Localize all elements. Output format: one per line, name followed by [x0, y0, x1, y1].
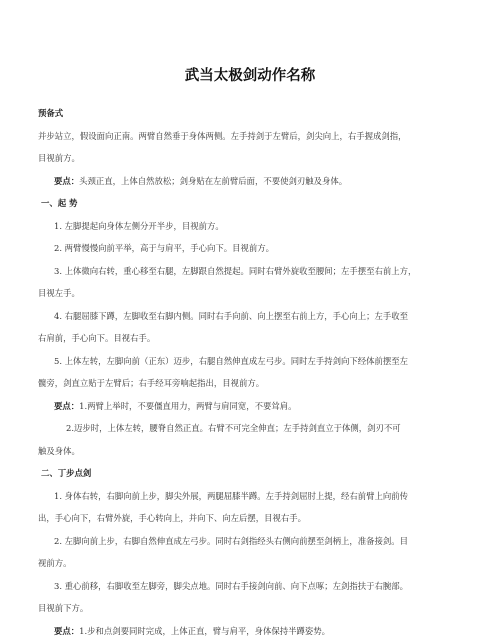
step-line: 5. 上体左转，左脚向前（正东）迈步，右腿自然伸直成左弓步。同时左手持剑向下经体前摆至左 — [38, 350, 462, 373]
step-line-continued: 视前方。 — [38, 552, 462, 575]
key-label: 要点： — [54, 401, 79, 411]
step-line: 2. 两臂慢慢向前平举，高于与肩平，手心向下。目视前方。 — [38, 237, 462, 260]
step-line: 3. 重心前移，右脚收至左脚旁，脚尖点地。同时右手接剑向前、向下点啄；左剑指扶于右腕部。 — [38, 575, 462, 598]
step-line-continued: 目视前下方。 — [38, 597, 462, 620]
key-text: 1.两臂上举时，不要僵直用力，两臂与肩同宽，不要耸肩。 — [79, 401, 296, 411]
step-line-continued: 出，手心向下，右臂外旋，手心转向上，并向下、向左后摆，目视右手。 — [38, 507, 462, 530]
page-title: 武当太极剑动作名称 — [0, 64, 500, 85]
key-label: 要点： — [54, 626, 79, 636]
prep-text-line-2: 目视前方。 — [38, 147, 462, 170]
qishi-key-point-2: 2.迈步时，上体左转，腰脊自然正直。右臂不可完全伸直；左手持剑直立于体侧，剑刃不可 — [38, 417, 462, 440]
prep-key-point — [38, 170, 462, 193]
section-heading-qishi: 一、起 势 — [38, 192, 462, 215]
qishi-key-point-2-continued: 触及身体。 — [38, 440, 462, 463]
prep-heading: 预备式 — [38, 102, 462, 125]
step-line: 1. 左脚提起向身体左侧分开半步，目视前方。 — [38, 215, 462, 238]
qishi-key-point-1 — [38, 395, 462, 418]
step-line-continued: 右肩前，手心向下。目视右手。 — [38, 327, 462, 350]
step-line-continued: 髋旁，剑直立贴于左臂后；右手经耳旁响起指出，目视前方。 — [38, 372, 462, 395]
key-text: 头颈正直，上体自然放松；剑身贴在左前臂后面，不要使剑刃触及身体。 — [79, 176, 347, 186]
key-label: 要点： — [54, 176, 79, 186]
step-line-continued: 目视左手。 — [38, 282, 462, 305]
step-line: 4. 右腿屈膝下蹲，左脚收至右脚内侧。同时右手向前、向上摆至右前上方，手心向上；左手收至 — [38, 305, 462, 328]
key-text: 1.步和点剑要同时完成，上体正直，臂与肩平，身体保持半蹲姿势。 — [79, 626, 330, 636]
document-body — [38, 102, 462, 642]
step-line: 1. 身体右转，右脚向前上步，脚尖外展，两腿屈膝半蹲。左手持剑屈肘上提，经右前臂上向前传 — [38, 485, 462, 508]
step-line: 2. 左脚向前上步，右脚自然伸直成左弓步。同时右剑指经头右侧向前摆至剑柄上，准备接剑。目 — [38, 530, 462, 553]
step-line: 3. 上体微向右转，重心移至右腿，左脚跟自然提起。同时右臂外旋收至腰间；左手摆至右前上方， — [38, 260, 462, 283]
dingbu-key-point-1 — [38, 620, 462, 642]
prep-text-line-1: 并步站立，假设面向正南。两臂自然垂于身体两侧。左手持剑于左臂后，剑尖向上，右手握成剑指， — [38, 125, 462, 148]
section-heading-dingbu: 二、丁步点剑 — [38, 462, 462, 485]
